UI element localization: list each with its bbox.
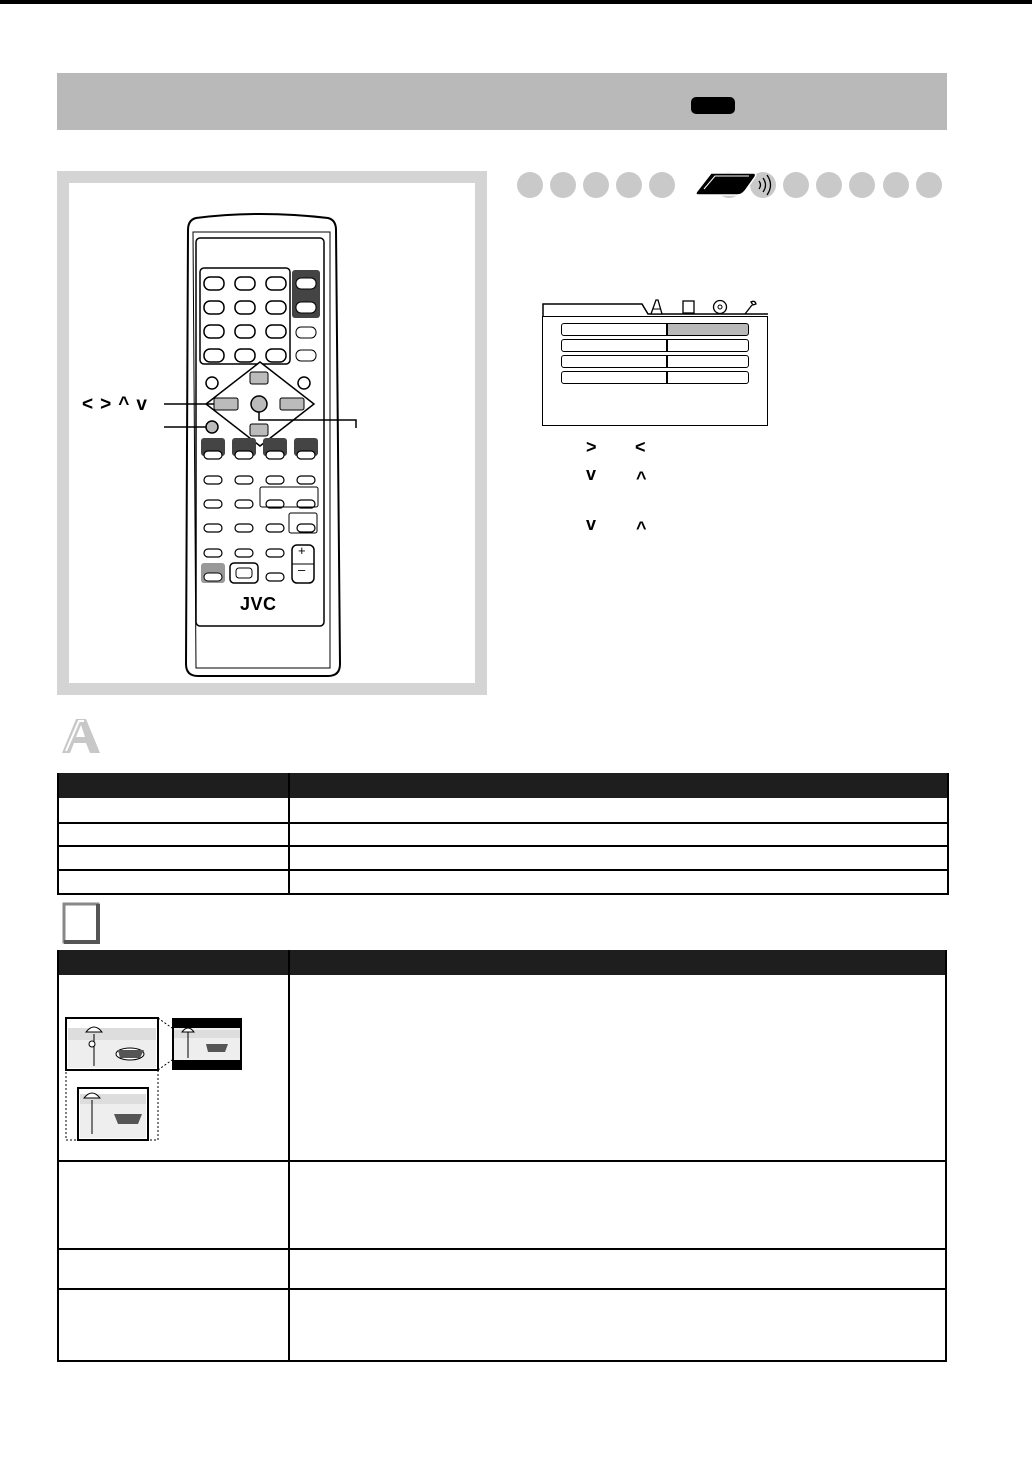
step3-down-arrow: v xyxy=(586,514,597,534)
step-dot xyxy=(616,172,642,198)
setup-menu-row[interactable] xyxy=(561,323,747,334)
picture-settings-table xyxy=(57,950,947,1362)
disc-audio-tab-icon xyxy=(712,299,728,315)
table-row xyxy=(59,822,947,824)
step-dot xyxy=(583,172,609,198)
table-header xyxy=(59,950,945,975)
setup-menu-row[interactable] xyxy=(561,355,747,366)
remote-control-illustration xyxy=(0,0,1032,720)
arrow-keys-label xyxy=(82,394,154,416)
step-dot xyxy=(916,172,942,198)
progress-steps xyxy=(517,172,947,198)
left-arrow-glyph: < xyxy=(82,394,101,415)
wrench-tab-icon xyxy=(742,299,758,315)
table-row xyxy=(59,1248,945,1250)
language-tab-icon xyxy=(648,299,664,315)
remote-brand-logo: JVC xyxy=(240,594,277,614)
right-arrow-glyph: > xyxy=(100,394,119,415)
volume-plus-label: + xyxy=(298,543,306,558)
setup-menu-screen xyxy=(542,302,768,426)
step-dot xyxy=(649,172,675,198)
language-icon xyxy=(60,717,104,755)
table-row xyxy=(59,869,947,871)
up-arrow-glyph: ^ xyxy=(118,394,137,415)
table-row xyxy=(59,1288,945,1290)
step-dot xyxy=(783,172,809,198)
step2-down-arrow: v xyxy=(586,464,597,484)
monitor-type-illustrations xyxy=(62,1014,252,1144)
table-header xyxy=(59,773,947,798)
volume-minus-label: – xyxy=(298,562,306,577)
step2-up-arrow: ^ xyxy=(636,468,647,488)
step-dot xyxy=(883,172,909,198)
remote-signal-icon xyxy=(687,169,777,201)
table-row xyxy=(59,1160,945,1162)
step-dot xyxy=(849,172,875,198)
step-dot xyxy=(550,172,576,198)
language-settings-table xyxy=(57,773,949,895)
step1-left-arrow: < xyxy=(635,437,646,457)
step3-up-arrow: ^ xyxy=(636,518,647,538)
picture-icon xyxy=(60,902,104,946)
down-arrow-glyph: v xyxy=(136,394,154,415)
step1-right-arrow: > xyxy=(586,437,597,457)
setup-menu-row[interactable] xyxy=(561,371,747,382)
picture-tab-icon xyxy=(681,299,697,315)
table-row xyxy=(59,845,947,847)
step-dot xyxy=(816,172,842,198)
setup-menu-row[interactable] xyxy=(561,339,747,350)
step-dot xyxy=(517,172,543,198)
